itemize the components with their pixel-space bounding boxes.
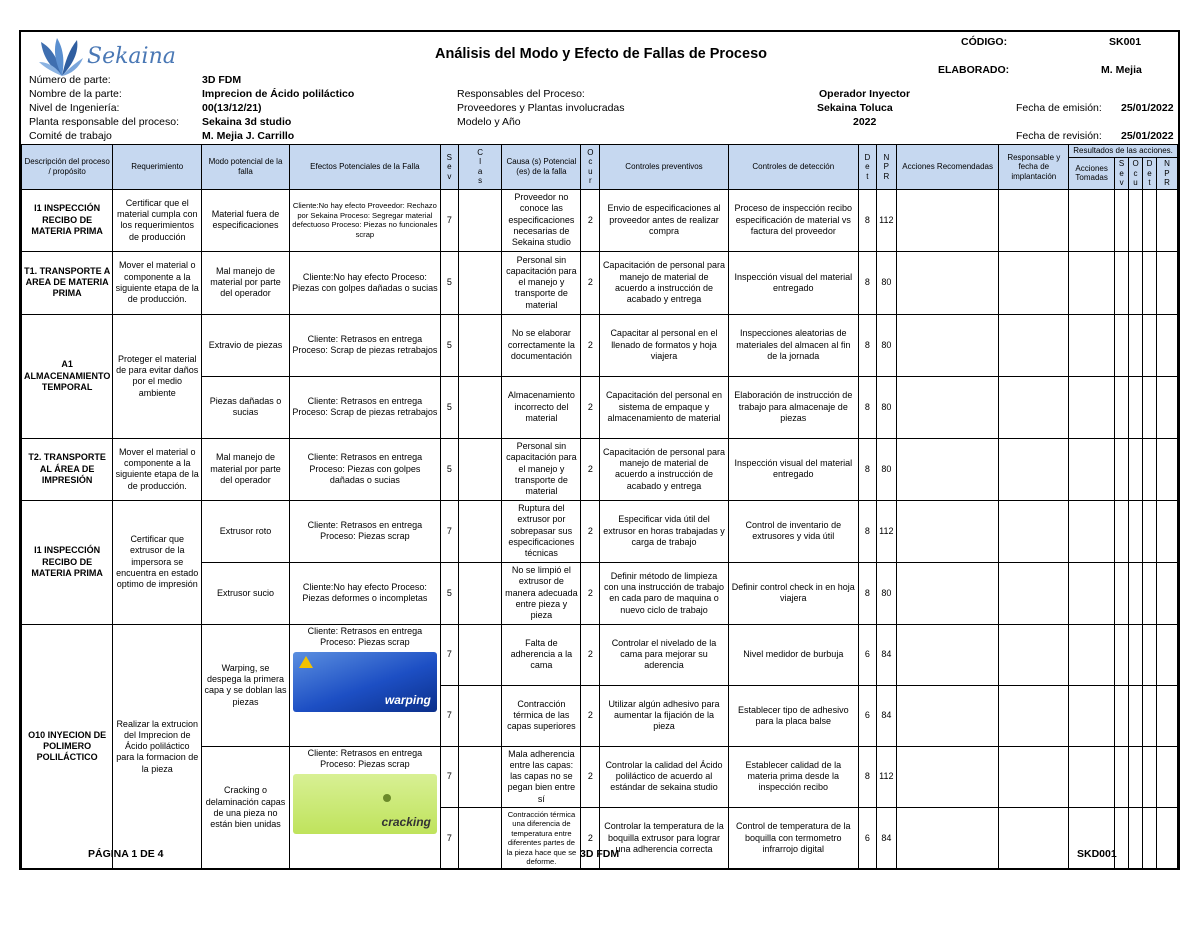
info-label-parte: Número de parte: <box>29 74 111 86</box>
cell-r-det <box>1143 562 1157 624</box>
cell-efecto: Cliente: Retrasos en entrega Proceso: Scrap de piezas retrabajos <box>289 376 440 438</box>
cell-det: 8 <box>858 562 876 624</box>
header-r-ocu <box>1129 158 1143 190</box>
cell-preventivo: Definir método de limpieza con una instrucción de trabajo en cada paro de maquina o nuevo ciclo de trabajo <box>600 562 728 624</box>
cell-r-ocu <box>1129 807 1143 869</box>
cell-ocu: 2 <box>581 189 600 251</box>
header-ocur <box>581 145 600 190</box>
cell-npr: 80 <box>876 314 896 376</box>
cell-npr: 80 <box>876 251 896 314</box>
cell-clas <box>458 251 502 314</box>
cell-ocu: 2 <box>581 314 600 376</box>
cell-clas <box>458 500 502 562</box>
cell-deteccion: Elaboración de instrucción de trabajo para almacenaje de piezas <box>728 376 858 438</box>
cell-modo: Extrusor sucio <box>202 562 290 624</box>
header-r-ocu-text: O c u <box>1132 159 1139 188</box>
cell-npr: 80 <box>876 438 896 500</box>
fmea-table <box>21 144 1178 870</box>
warping-photo <box>293 652 437 712</box>
cell-efecto-text: Cliente: Retrasos en entrega Proceso: Piezas scrap <box>307 747 423 770</box>
cell-tomadas <box>1069 746 1115 807</box>
cell-r-sev <box>1115 438 1129 500</box>
cell-r-npr <box>1156 189 1177 251</box>
info-value-nombre: Imprecion de Ácido poliláctico <box>202 88 355 100</box>
header-preventivos: Controles preventivos <box>600 145 728 190</box>
cell-preventivo: Utilizar algún adhesivo para aumentar la fijación de la pieza <box>600 685 728 746</box>
table-row <box>22 438 1178 500</box>
fecha-revision-label: Fecha de revisión: <box>1016 130 1102 142</box>
cell-proceso: T1. TRANSPORTE A AREA DE MATERIA PRIMA <box>22 251 113 314</box>
cell-responsable <box>999 562 1069 624</box>
cell-r-det <box>1143 624 1157 685</box>
info-label-nivel: Nivel de Ingeniería: <box>29 102 120 114</box>
cell-r-det <box>1143 807 1157 869</box>
cell-deteccion: Nivel medidor de burbuja <box>728 624 858 685</box>
cell-r-det <box>1143 251 1157 314</box>
cell-efecto: Cliente: Retrasos en entrega Proceso: Piezas con golpes dañadas o sucias <box>289 438 440 500</box>
cell-causa: No se limpió el extrusor de manera adecuada entre pieza y pieza <box>502 562 581 624</box>
cell-r-det <box>1143 500 1157 562</box>
cell-npr: 112 <box>876 746 896 807</box>
info-label-comite: Comité de trabajo <box>29 130 112 142</box>
cell-acciones <box>896 685 999 746</box>
info-label-responsables: Responsables del Proceso: <box>457 88 585 100</box>
cell-modo: Cracking o delaminación capas de una pieza no están bien unidas <box>202 746 290 869</box>
cell-r-npr <box>1156 438 1177 500</box>
cell-efecto <box>289 746 440 869</box>
cell-r-ocu <box>1129 562 1143 624</box>
cell-r-sev <box>1115 500 1129 562</box>
cell-deteccion: Definir control check in en hoja viajera <box>728 562 858 624</box>
cell-acciones <box>896 251 999 314</box>
cell-r-npr <box>1156 624 1177 685</box>
cell-preventivo: Controlar la calidad del Ácido poliláctico de acuerdo al estándar de sekaina studio <box>600 746 728 807</box>
cell-preventivo: Capacitar al personal en el llenado de formatos y hoja viajera <box>600 314 728 376</box>
cell-ocu: 2 <box>581 376 600 438</box>
cell-sev: 5 <box>440 376 458 438</box>
cell-proceso: I1 INSPECCIÓN RECIBO DE MATERIA PRIMA <box>22 500 113 624</box>
cell-proceso: A1 ALMACENAMIENTO TEMPORAL <box>22 314 113 438</box>
header-det <box>858 145 876 190</box>
cell-ocu: 2 <box>581 438 600 500</box>
footer-code: SKD001 <box>1077 848 1117 860</box>
cell-responsable <box>999 807 1069 869</box>
cell-r-sev <box>1115 189 1129 251</box>
cell-requerimiento: Certificar que el material cumpla con los requerimientos de producción <box>113 189 202 251</box>
cell-r-det <box>1143 746 1157 807</box>
cell-r-ocu <box>1129 189 1143 251</box>
cell-requerimiento: Certificar que extrusor de la impersora se encuentra en estado optimo de impresión <box>113 500 202 624</box>
cell-clas <box>458 807 502 869</box>
cell-r-ocu <box>1129 685 1143 746</box>
cell-modo: Piezas dañadas o sucias <box>202 376 290 438</box>
cell-requerimiento: Realizar la extrucion del Imprecion de Ácido poliláctico para la formacion de la pieza <box>113 624 202 869</box>
cell-tomadas <box>1069 314 1115 376</box>
cell-acciones <box>896 314 999 376</box>
cell-modo: Mal manejo de material por parte del operador <box>202 251 290 314</box>
footer-center: 3D FDM <box>580 848 620 860</box>
header-r-det-text: D e t <box>1146 159 1153 188</box>
cell-r-ocu <box>1129 438 1143 500</box>
cell-r-npr <box>1156 314 1177 376</box>
cell-clas <box>458 314 502 376</box>
info-label-proveedores: Proveedores y Plantas involucradas <box>457 102 625 114</box>
cell-preventivo: Controlar el nivelado de la cama para mejorar su aderencia <box>600 624 728 685</box>
cell-r-npr <box>1156 685 1177 746</box>
cell-r-det <box>1143 685 1157 746</box>
logo-text: Sekaina <box>87 44 176 69</box>
cell-responsable <box>999 376 1069 438</box>
cell-efecto: Cliente:No hay efecto Proveedor: Rechazo por Sekaina Proceso: Segregar material defectuoso Proceso: Piezas no funcionales scrap <box>289 189 440 251</box>
cell-preventivo: Controlar la temperatura de la boquilla extrusor para lograr una adherencia correcta <box>600 807 728 869</box>
cell-responsable <box>999 500 1069 562</box>
info-value-planta: Sekaina 3d studio <box>202 116 292 128</box>
cell-responsable <box>999 624 1069 685</box>
cell-det: 8 <box>858 438 876 500</box>
cell-causa: No se elaborar correctamente la documentación <box>502 314 581 376</box>
cell-det: 8 <box>858 314 876 376</box>
header-acciones: Acciones Recomendadas <box>896 145 999 190</box>
cell-sev: 7 <box>440 685 458 746</box>
header-tomadas: Acciones Tomadas <box>1069 158 1115 190</box>
cell-deteccion: Inspección visual del material entregado <box>728 251 858 314</box>
cell-ocu: 2 <box>581 251 600 314</box>
cell-responsable <box>999 251 1069 314</box>
cell-deteccion: Proceso de inspección recibo especificación de material vs factura del proveedor <box>728 189 858 251</box>
cell-acciones <box>896 746 999 807</box>
cell-clas <box>458 746 502 807</box>
cell-ocu: 2 <box>581 500 600 562</box>
cell-r-det <box>1143 438 1157 500</box>
cell-r-npr <box>1156 746 1177 807</box>
cell-efecto: Cliente:No hay efecto Proceso: Piezas con golpes dañadas o sucias <box>289 251 440 314</box>
cell-npr: 84 <box>876 685 896 746</box>
table-row <box>22 624 1178 685</box>
cell-requerimiento: Mover el material o componente a la siguiente etapa de la de producción. <box>113 438 202 500</box>
cell-acciones <box>896 189 999 251</box>
cell-causa: Proveedor no conoce las especificaciones necesarias de Sekaina studio <box>502 189 581 251</box>
cell-modo: Extravio de piezas <box>202 314 290 376</box>
header-r-sev <box>1115 158 1129 190</box>
cell-responsable <box>999 189 1069 251</box>
cell-tomadas <box>1069 624 1115 685</box>
elaborado-label: ELABORADO: <box>938 64 1010 76</box>
warning-icon <box>299 656 313 668</box>
info-label-modelo: Modelo y Año <box>457 116 521 128</box>
header-responsable: Responsable y fecha de implantación <box>999 145 1069 190</box>
cell-sev: 5 <box>440 438 458 500</box>
codigo-label: CÓDIGO: <box>961 36 1008 48</box>
info-value-modelo: 2022 <box>853 116 877 128</box>
cell-npr: 112 <box>876 189 896 251</box>
header-sev <box>440 145 458 190</box>
cracking-photo <box>293 774 437 834</box>
cell-efecto: Cliente:No hay efecto Proceso: Piezas deformes o incompletas <box>289 562 440 624</box>
cell-responsable <box>999 438 1069 500</box>
cell-preventivo: Especificar vida útil del extrusor en horas trabajadas y carga de trabajo <box>600 500 728 562</box>
hole-icon <box>383 794 391 802</box>
fecha-revision-value: 25/01/2022 <box>1121 130 1174 142</box>
cell-proceso: O10 INYECION DE POLIMERO POLILÁCTICO <box>22 624 113 869</box>
cell-sev: 7 <box>440 189 458 251</box>
cell-causa: Almacenamiento incorrecto del material <box>502 376 581 438</box>
cell-causa: Personal sin capacitación para el manejo y transporte de material <box>502 438 581 500</box>
cell-acciones <box>896 562 999 624</box>
cell-deteccion: Inspección visual del material entregado <box>728 438 858 500</box>
header-det-text: D e t <box>864 152 871 181</box>
info-label-planta: Planta responsable del proceso: <box>29 116 180 128</box>
cell-r-sev <box>1115 562 1129 624</box>
cell-proceso: I1 INSPECCIÓN RECIBO DE MATERIA PRIMA <box>22 189 113 251</box>
cell-tomadas <box>1069 562 1115 624</box>
cell-clas <box>458 624 502 685</box>
elaborado-value: M. Mejia <box>1101 64 1142 76</box>
cell-responsable <box>999 746 1069 807</box>
table-row <box>22 500 1178 562</box>
header-npr-text: N P R <box>883 152 890 181</box>
cell-r-sev <box>1115 746 1129 807</box>
header-descripcion: Descripción del proceso / propósito <box>22 145 113 190</box>
cell-deteccion: Control de temperatura de la boquilla con termometro infrarrojo digital <box>728 807 858 869</box>
cell-tomadas <box>1069 251 1115 314</box>
cell-ocu: 2 <box>581 685 600 746</box>
header-r-sev-text: S e v <box>1118 159 1125 188</box>
table-row <box>22 189 1178 251</box>
cell-responsable <box>999 685 1069 746</box>
info-value-responsables: Operador Inyector <box>819 88 911 100</box>
header-deteccion: Controles de detección <box>728 145 858 190</box>
cell-ocu: 2 <box>581 562 600 624</box>
cell-causa: Ruptura del extrusor por sobrepasar sus especificaciones técnicas <box>502 500 581 562</box>
cell-r-npr <box>1156 500 1177 562</box>
cell-r-npr <box>1156 251 1177 314</box>
header-resultados: Resultados de las acciones. <box>1069 145 1178 158</box>
cell-acciones <box>896 624 999 685</box>
cell-r-ocu <box>1129 500 1143 562</box>
cell-sev: 5 <box>440 562 458 624</box>
cell-r-det <box>1143 376 1157 438</box>
cell-efecto: Cliente: Retrasos en entrega Proceso: Piezas scrap <box>289 500 440 562</box>
cell-causa: Contracción térmica de las capas superiores <box>502 685 581 746</box>
header-r-npr-text: N P R <box>1164 159 1170 188</box>
cell-requerimiento: Mover el material o componente a la siguiente etapa de la de producción. <box>113 251 202 314</box>
cell-sev: 5 <box>440 251 458 314</box>
cell-modo: Material fuera de especificaciones <box>202 189 290 251</box>
cell-preventivo: Capacitación del personal en sistema de empaque y almacenamiento de material <box>600 376 728 438</box>
cell-sev: 7 <box>440 500 458 562</box>
cell-causa: Personal sin capacitación para el manejo y transporte de material <box>502 251 581 314</box>
header-modo: Modo potencial de la falla <box>202 145 290 190</box>
info-value-proveedores: Sekaina Toluca <box>817 102 893 114</box>
cell-npr: 112 <box>876 500 896 562</box>
cell-npr: 84 <box>876 807 896 869</box>
cell-r-sev <box>1115 376 1129 438</box>
header-sev-text: S e v <box>446 152 452 181</box>
cell-acciones <box>896 438 999 500</box>
cell-det: 6 <box>858 807 876 869</box>
cell-proceso: T2. TRANSPORTE AL ÁREA DE IMPRESIÓN <box>22 438 113 500</box>
cell-r-ocu <box>1129 314 1143 376</box>
cell-clas <box>458 189 502 251</box>
cell-r-sev <box>1115 624 1129 685</box>
cell-npr: 84 <box>876 624 896 685</box>
cell-det: 6 <box>858 624 876 685</box>
cell-efecto-text: Cliente: Retrasos en entrega Proceso: Piezas scrap <box>307 625 423 648</box>
cell-sev: 7 <box>440 807 458 869</box>
cell-clas <box>458 438 502 500</box>
header-ocur-text: O c u r <box>587 147 594 186</box>
cell-modo: Extrusor roto <box>202 500 290 562</box>
cell-modo: Mal manejo de material por parte del operador <box>202 438 290 500</box>
header-clas-text: C l a s <box>477 147 484 186</box>
fecha-emision-label: Fecha de emisión: <box>1016 102 1102 114</box>
header-npr <box>876 145 896 190</box>
cell-det: 8 <box>858 500 876 562</box>
cell-deteccion: Control de inventario de extrusores y vida útil <box>728 500 858 562</box>
cell-requerimiento: Proteger el material de para evitar daños por el medio ambiente <box>113 314 202 438</box>
cell-responsable <box>999 314 1069 376</box>
cell-preventivo: Capacitación de personal para manejo de material de acuerdo a instrucción de acabado y entrega <box>600 251 728 314</box>
cracking-photo-label: cracking <box>381 815 431 830</box>
cell-det: 8 <box>858 189 876 251</box>
cell-det: 8 <box>858 376 876 438</box>
cell-sev: 7 <box>440 624 458 685</box>
cell-acciones <box>896 500 999 562</box>
cell-sev: 5 <box>440 314 458 376</box>
cell-tomadas <box>1069 189 1115 251</box>
cell-npr: 80 <box>876 376 896 438</box>
cell-det: 8 <box>858 251 876 314</box>
cell-acciones <box>896 376 999 438</box>
info-label-nombre: Nombre de la parte: <box>29 88 122 100</box>
page-title: Análisis del Modo y Efecto de Fallas de Proceso <box>435 46 767 62</box>
cell-clas <box>458 685 502 746</box>
header-efectos: Efectos Potenciales de la Falla <box>289 145 440 190</box>
cell-efecto <box>289 624 440 746</box>
header-r-npr <box>1156 158 1177 190</box>
cell-tomadas <box>1069 500 1115 562</box>
cell-deteccion: Inspecciones aleatorias de materiales del almacen al fin de la jornada <box>728 314 858 376</box>
cell-tomadas <box>1069 438 1115 500</box>
cell-r-det <box>1143 314 1157 376</box>
footer-page: PÁGINA 1 DE 4 <box>88 848 164 860</box>
cell-deteccion: Establecer tipo de adhesivo para la placa balse <box>728 685 858 746</box>
cell-r-det <box>1143 189 1157 251</box>
cell-clas <box>458 562 502 624</box>
cell-r-ocu <box>1129 251 1143 314</box>
cell-r-npr <box>1156 562 1177 624</box>
cell-r-ocu <box>1129 376 1143 438</box>
fmea-sheet <box>19 30 1180 870</box>
warping-photo-label: warping <box>384 693 431 708</box>
cell-sev: 7 <box>440 746 458 807</box>
cell-deteccion: Establecer calidad de la materia prima desde la inspección recibo <box>728 746 858 807</box>
cell-ocu: 2 <box>581 807 600 869</box>
cell-preventivo: Capacitación de personal para manejo de material de acuerdo a instrucción de acabado y entrega <box>600 438 728 500</box>
cell-ocu: 2 <box>581 746 600 807</box>
codigo-value: SK001 <box>1109 36 1142 48</box>
info-value-comite: M. Mejia J. Carrillo <box>202 130 295 142</box>
cell-acciones <box>896 807 999 869</box>
cell-r-npr <box>1156 376 1177 438</box>
cell-tomadas <box>1069 685 1115 746</box>
table-row <box>22 251 1178 314</box>
cell-r-ocu <box>1129 746 1143 807</box>
cell-causa: Mala adherencia entre las capas: las capas no se pegan bien entre sí <box>502 746 581 807</box>
cell-det: 8 <box>858 746 876 807</box>
cell-causa: Falta de adherencia a la cama <box>502 624 581 685</box>
cell-efecto: Cliente: Retrasos en entrega Proceso: Scrap de piezas retrabajos <box>289 314 440 376</box>
cell-r-sev <box>1115 314 1129 376</box>
cell-causa: Contracción térmica una diferencia de temperatura entre diferentes partes de la pieza hace que se deforme. <box>502 807 581 869</box>
info-value-parte: 3D FDM <box>202 74 242 86</box>
cell-tomadas <box>1069 376 1115 438</box>
cell-r-npr <box>1156 807 1177 869</box>
header-clas <box>458 145 502 190</box>
cell-ocu: 2 <box>581 624 600 685</box>
cell-r-sev <box>1115 685 1129 746</box>
header-requerimiento: Requerimiento <box>113 145 202 190</box>
header-causa: Causa (s) Potencial (es) de la falla <box>502 145 581 190</box>
cell-r-ocu <box>1129 624 1143 685</box>
cell-npr: 80 <box>876 562 896 624</box>
fecha-emision-value: 25/01/2022 <box>1121 102 1174 114</box>
cell-clas <box>458 376 502 438</box>
info-value-nivel: 00(13/12/21) <box>202 102 262 114</box>
cell-preventivo: Envio de especificaciones al proveedor antes de realizar compra <box>600 189 728 251</box>
cell-r-sev <box>1115 251 1129 314</box>
cell-modo: Warping, se despega la primera capa y se doblan las piezas <box>202 624 290 746</box>
cell-det: 6 <box>858 685 876 746</box>
header-r-det <box>1143 158 1157 190</box>
table-row <box>22 314 1178 376</box>
